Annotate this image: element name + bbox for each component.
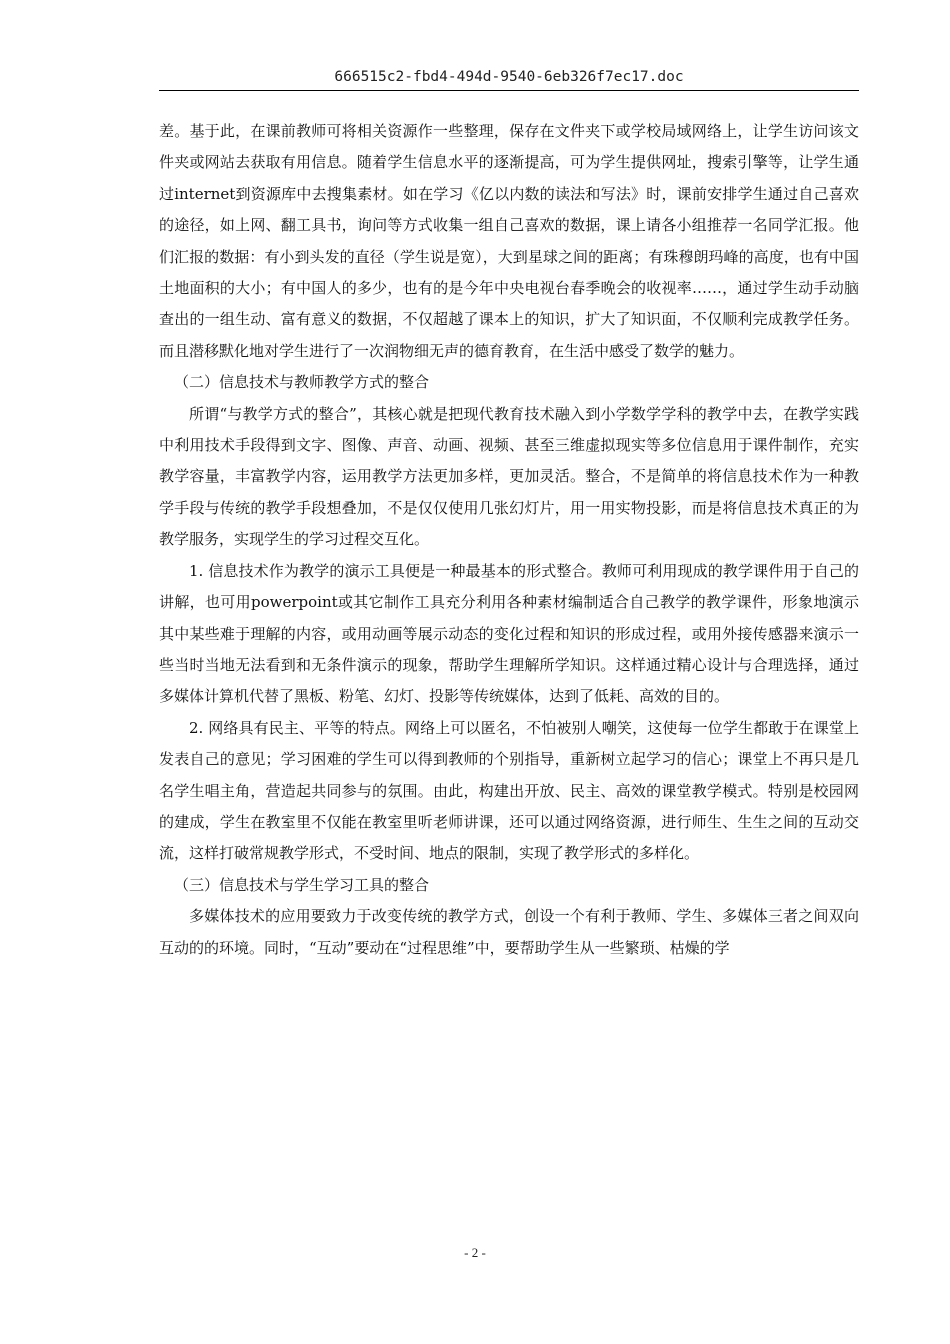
paragraph-multimedia: 多媒体技术的应用要致力于改变传统的教学方式，创设一个有利于教师、学生、多媒体三者之间双向互动的的环境。同时，“互动”要动在“过程思维”中，要帮助学生从一些繁琐、枯燥的学 (159, 907, 859, 957)
page-header (159, 66, 859, 91)
paragraph-demo-tool: 1. 信息技术作为教学的演示工具便是一种最基本的形式整合。教师可利用现成的教学课件用于自己的讲解，也可用powerpoint或其它制作工具充分利用各种素材编制适合自己教学的教学课件，形象地演示其中某些难于理解的内容，或用动画等展示动态的变化过程和知识的形成过程，或用外接传感器来演示一些当时当地无法看到和无条件演示的现象，帮助学生理解所学知识。这样通过精心设计与合理选择，通过多媒体计算机代替了黑板、粉笔、幻灯、投影等传统媒体，达到了低耗、高效的目的。 (159, 561, 859, 706)
paragraph-continuation: 差。基于此，在课前教师可将相关资源作一些整理，保存在文件夹下或学校局域网络上，让学生访问该文件夹或网站去获取有用信息。随着学生信息水平的逐渐提高，可为学生提供网址，搜索引擎等，让学生通过internet到资源库中去搜集素材。如在学习《亿以内数的读法和写法》时，课前安排学生通过自己喜欢的途径，如上网、翻工具书，询问等方式收集一组自己喜欢的数据，课上请各小组推荐一名同学汇报。他们汇报的数据：有小到头发的直径（学生说是宽），大到星球之间的距离；有珠穆朗玛峰的高度，也有中国土地面积的大小；有中国人的多少，也有的是今年中央电视台春季晚会的收视率……，通过学生动手动脑查出的一组生动、富有意义的数据，不仅超越了课本上的知识，扩大了知识面，不仅顺利完成教学任务。而且潜移默化地对学生进行了一次润物细无声的德育教育，在生活中感受了数学的魅力。 (159, 122, 859, 360)
section-heading-3: （三）信息技术与学生学习工具的整合 (174, 875, 430, 894)
document-body (159, 116, 859, 964)
document-filename: 666515c2-fbd4-494d-9540-6eb326f7ec17.doc (334, 69, 684, 85)
page-number: - 2 - (464, 1245, 486, 1260)
section-heading-2: （二）信息技术与教师教学方式的整合 (174, 373, 430, 392)
paragraph-teaching-method: 所谓“与教学方式的整合”，其核心就是把现代教育技术融入到小学数学学科的教学中去，在教学实践中利用技术手段得到文字、图像、声音、动画、视频、甚至三维虚拟现实等多位信息用于课件制作，充实教学容量，丰富教学内容，运用教学方法更加多样，更加灵活。整合，不是简单的将信息技术作为一种教学手段与传统的教学手段想叠加，不是仅仅使用几张幻灯片，用一用实物投影，而是将信息技术真正的为教学服务，实现学生的学习过程交互化。 (159, 404, 859, 549)
paragraph-network: 2. 网络具有民主、平等的特点。网络上可以匿名，不怕被别人嘲笑，这使每一位学生都敢于在课堂上发表自己的意见；学习困难的学生可以得到教师的个别指导，重新树立起学习的信心；课堂上不再只是几名学生唱主角，营造起共同参与的氛围。由此，构建出开放、民主、高效的课堂教学模式。特别是校园网的建成，学生在教室里不仅能在教室里听老师讲课，还可以通过网络资源，进行师生、生生之间的互动交流，这样打破常规教学形式，不受时间、地点的限制，实现了教学形式的多样化。 (159, 718, 859, 863)
